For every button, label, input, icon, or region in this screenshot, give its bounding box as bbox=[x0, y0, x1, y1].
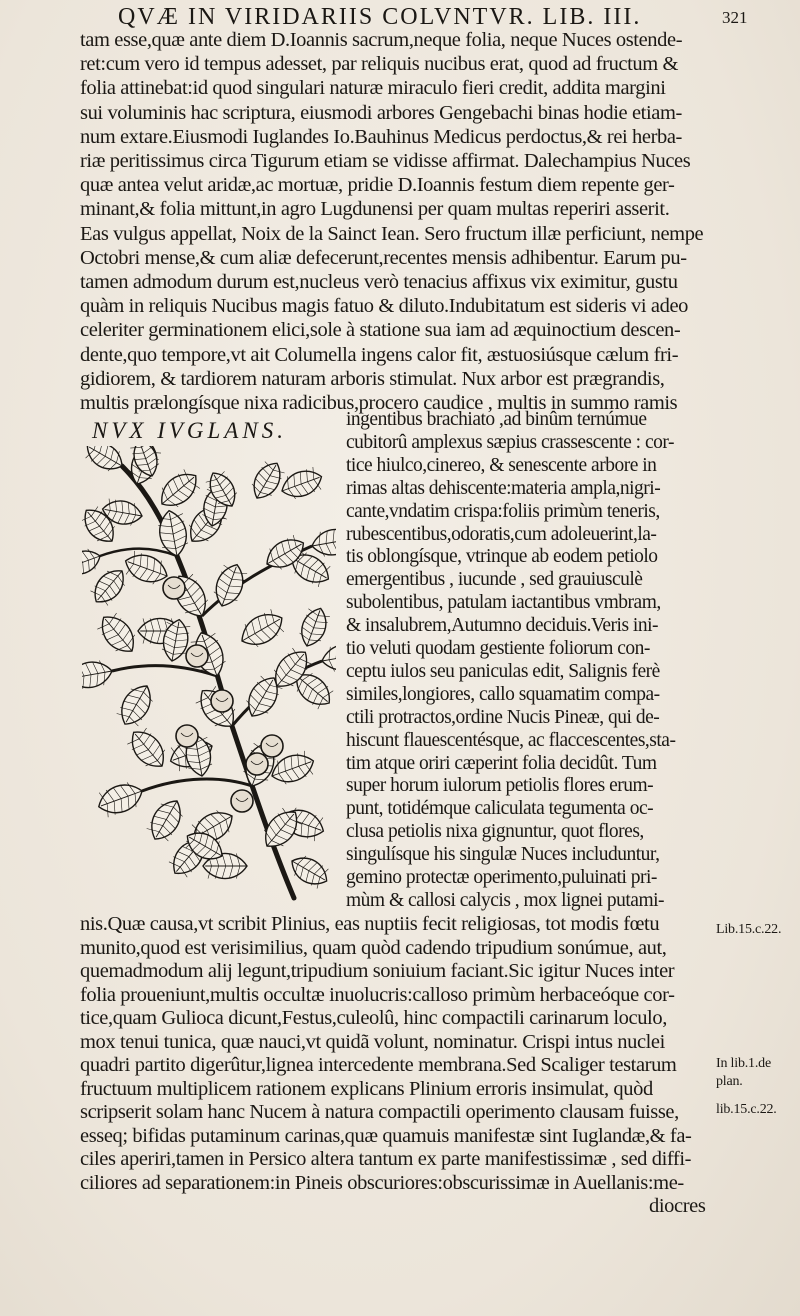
text-line: scripserit solam hanc Nucem à natura compactili operimento clausam fuisse, bbox=[80, 1101, 679, 1123]
text-line: riæ peritissimus circa Tigurum etiam se vidisse affirmat. Dalechampius Nuces bbox=[80, 150, 691, 172]
text-line: ciliores ad separationem:in Pineis obscuriores:obscurissimæ in Auellanis:me- bbox=[80, 1171, 684, 1194]
margin-note-plinius: Lib.15.c.22. bbox=[716, 922, 782, 937]
text-line: tamen admodum durum est,nucleus verò tenacius affixus vix eximitur, gustu bbox=[80, 271, 678, 293]
text-line: ciles aperiri,tamen in Persico altera tantum ex parte manifestissimæ , sed diffi- bbox=[80, 1148, 692, 1170]
text-line: tis oblongísque, vtrinque ab eodem petiolo bbox=[346, 546, 658, 568]
text-line: mùm & callosi calycis , mox lignei putami- bbox=[346, 889, 665, 911]
text-line: rubescentibus,odoratis,cum adoleuerint,la- bbox=[346, 523, 657, 545]
text-line: tice,quam Gulioca dicunt,Festus,culeolû, hinc compactili carinarum loculo, bbox=[80, 1007, 667, 1029]
text-line: folia attinebat:id quod singulari naturæ miraculo fieri credit, addita margini bbox=[80, 77, 666, 100]
text-line: subolentibus, patulam iactantibus vmbram, bbox=[346, 592, 661, 614]
text-line: cubitorû amplexus sæpius crassescente : cor- bbox=[346, 431, 674, 453]
text-line: munito,quod est verisimilius, quam quòd cadendo tripudium sonúmue, aut, bbox=[80, 936, 667, 959]
text-line: quàm in reliquis Nucibus magis fatuo & diluto.Indubitatum est sideris vi adeo bbox=[80, 295, 689, 318]
text-line: gemino protectæ operimento,puluinati pri- bbox=[346, 867, 657, 888]
text-line: num extare.Eiusmodi Iuglandes Io.Bauhinus Medicus perdoctus,& rei herba- bbox=[80, 125, 682, 148]
running-title: QVÆ IN VIRIDARIIS COLVNTVR. LIB. III. bbox=[118, 4, 642, 30]
text-line: esseq; bifidas putaminum carinas,quæ quamuis manifestæ sint Iuglandæ,& fa- bbox=[80, 1124, 692, 1147]
text-line: tio veluti quodam gestiente foliorum con- bbox=[346, 638, 650, 659]
text-line: Octobri mense,& cum aliæ defecerunt,recentes mensis adhibentur. Earum pu- bbox=[80, 246, 687, 269]
text-line: emergentibus , iucunde , sed grauiusculè bbox=[346, 569, 643, 591]
text-line: hiscunt flauescentésque, ac flaccescentes,sta- bbox=[346, 729, 676, 751]
page-number: 321 bbox=[722, 8, 748, 27]
text-line: dente,quo tempore,vt ait Columella ingens calor fit, æstuosiúsque cælum fri- bbox=[80, 343, 679, 366]
figure-caption: NVX IVGLANS. bbox=[92, 418, 287, 443]
text-line: similes,longiores, callo squamatim compa- bbox=[346, 683, 660, 705]
text-line: nis.Quæ causa,vt scribit Plinius, eas nuptiis fecit religiosas, tot modis fœtu bbox=[80, 913, 660, 935]
text-line: quadri partito digerûtur,lignea intercedente membrana.Sed Scaliger testarum bbox=[80, 1054, 677, 1076]
text-line: sui voluminis hac scriptura, eiusmodi arbores Gengebachi binas hodie etiam- bbox=[80, 101, 682, 124]
text-line: quæ antea velut aridæ,ac mortuæ, pridie D.Ioannis festum diem repente ger- bbox=[80, 174, 675, 197]
text-line: minant,& folia mittunt,in agro Lugdunensi per quam multas reperiri asserit. bbox=[80, 198, 670, 221]
walnut-branch-woodcut-icon bbox=[82, 446, 336, 902]
text-line: punt, totidémque caliculata tegumenta oc- bbox=[346, 798, 654, 820]
text-line: quemadmodum alij legunt,tripudium soniuium faciant.Sic igitur Nuces inter bbox=[80, 960, 675, 982]
margin-note-scaliger-2: plan. bbox=[716, 1074, 743, 1089]
text-line: super horum iulorum petiolis flores erum- bbox=[346, 775, 654, 797]
margin-note-plinius-2: lib.15.c.22. bbox=[716, 1102, 777, 1117]
catchword: diocres bbox=[649, 1195, 706, 1217]
text-line: tim atque oriri cæperint folia decidût. Tum bbox=[346, 752, 657, 774]
text-line: ingentibus brachiato ,ad binûm ternúmue bbox=[346, 409, 647, 430]
text-line: mox tenui tunica, quæ nauci,vt quidã volunt, nominatur. Crispi intus nuclei bbox=[80, 1030, 665, 1053]
text-line: celeriter germinationem elici,sole à statione sua iam ad æquinoctium descen- bbox=[80, 319, 681, 342]
text-line: rimas altas dehiscente:materia ampla,nigri- bbox=[346, 477, 661, 499]
text-line: singulísque his singulæ Nuces includuntur, bbox=[346, 844, 660, 866]
text-line: fructuum multiplicem rationem explicans Plinium erroris insimulat, quòd bbox=[80, 1077, 653, 1100]
text-line: clusa petiolis nixa gignuntur, quot flores, bbox=[346, 821, 644, 843]
text-line: multis prælongísque nixa radicibus,procero caudice , multis in summo ramis bbox=[80, 392, 678, 414]
text-line: tice hiulco,cinereo, & senescente arbore in bbox=[346, 454, 657, 476]
text-line: ret:cum vero id tempus adesset, par reliquis nucibus erat, quod ad fructum & bbox=[80, 53, 679, 76]
text-line: ceptu iulos seu paniculas edit, Salignis ferè bbox=[346, 660, 660, 682]
text-line: & insalubrem,Autumno deciduis.Veris ini- bbox=[346, 615, 658, 637]
text-line: Eas vulgus appellat, Noix de la Sainct Iean. Sero fructum illæ perficiunt, nempe bbox=[80, 222, 704, 245]
text-line: folia proueniunt,multis occultæ inuolucris:calloso primùm herbaceóque cor- bbox=[80, 983, 675, 1006]
margin-note-scaliger-1: In lib.1.de bbox=[716, 1056, 771, 1071]
text-line: gidiorem, & tardiorem naturam arboris stimulat. Nux arbor est prægrandis, bbox=[80, 367, 665, 390]
text-line: tam esse,quæ ante diem D.Ioannis sacrum,neque folia, neque Nuces ostende- bbox=[80, 29, 683, 51]
text-line: cante,vndatim crispa:foliis primùm teneris, bbox=[346, 500, 660, 522]
text-line: ctili protractos,ordine Nucis Pineæ, qui de- bbox=[346, 706, 660, 728]
